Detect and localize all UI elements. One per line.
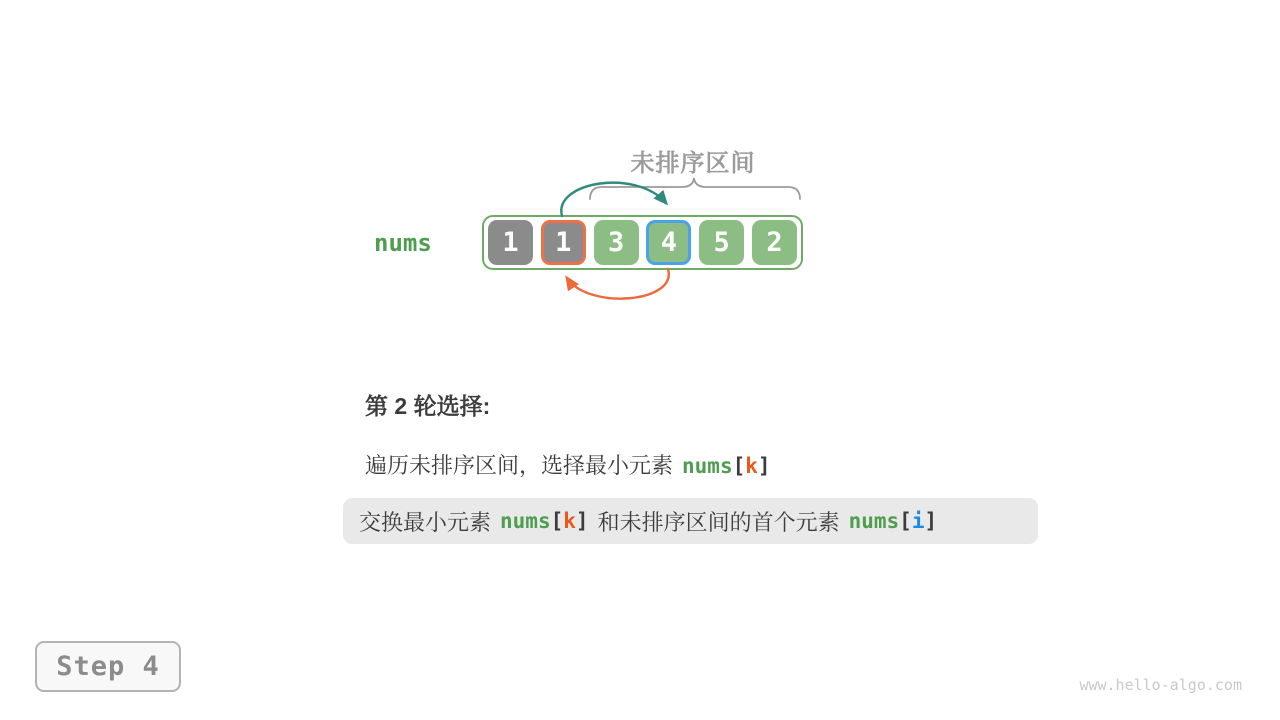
unsorted-region-label: 未排序区间	[630, 150, 756, 177]
step-indicator-button[interactable]: Step 4	[35, 641, 181, 692]
array-cell-minimum-k: 4	[646, 220, 691, 265]
swap-text-1: 交换最小元素	[359, 509, 492, 535]
swap-text-2: 和未排序区间的首个元素	[597, 509, 840, 535]
swap-arrow-bottom-icon	[567, 269, 669, 299]
array-cell-sorted: 1	[488, 220, 533, 265]
swap-arrow-top-icon	[561, 183, 666, 216]
array-name-label: nums	[374, 229, 432, 257]
code-nums-k: nums[k]	[682, 454, 771, 478]
array-cell: 3	[594, 220, 639, 265]
array-container	[482, 215, 803, 270]
array-cell: 5	[699, 220, 744, 265]
round-heading: 第 2 轮选择:	[365, 393, 491, 419]
site-watermark: www.hello-algo.com	[1079, 676, 1242, 694]
array-cell-first-unsorted-i: 1	[541, 220, 586, 265]
unsorted-region-brace	[590, 178, 800, 199]
select-min-description	[365, 449, 771, 480]
code-nums-i: nums[i]	[848, 509, 938, 533]
swap-step-highlighted	[343, 498, 1038, 544]
select-min-text: 遍历未排序区间，选择最小元素	[365, 453, 674, 478]
code-nums-k: nums[k]	[500, 509, 589, 533]
array-cell: 2	[752, 220, 797, 265]
